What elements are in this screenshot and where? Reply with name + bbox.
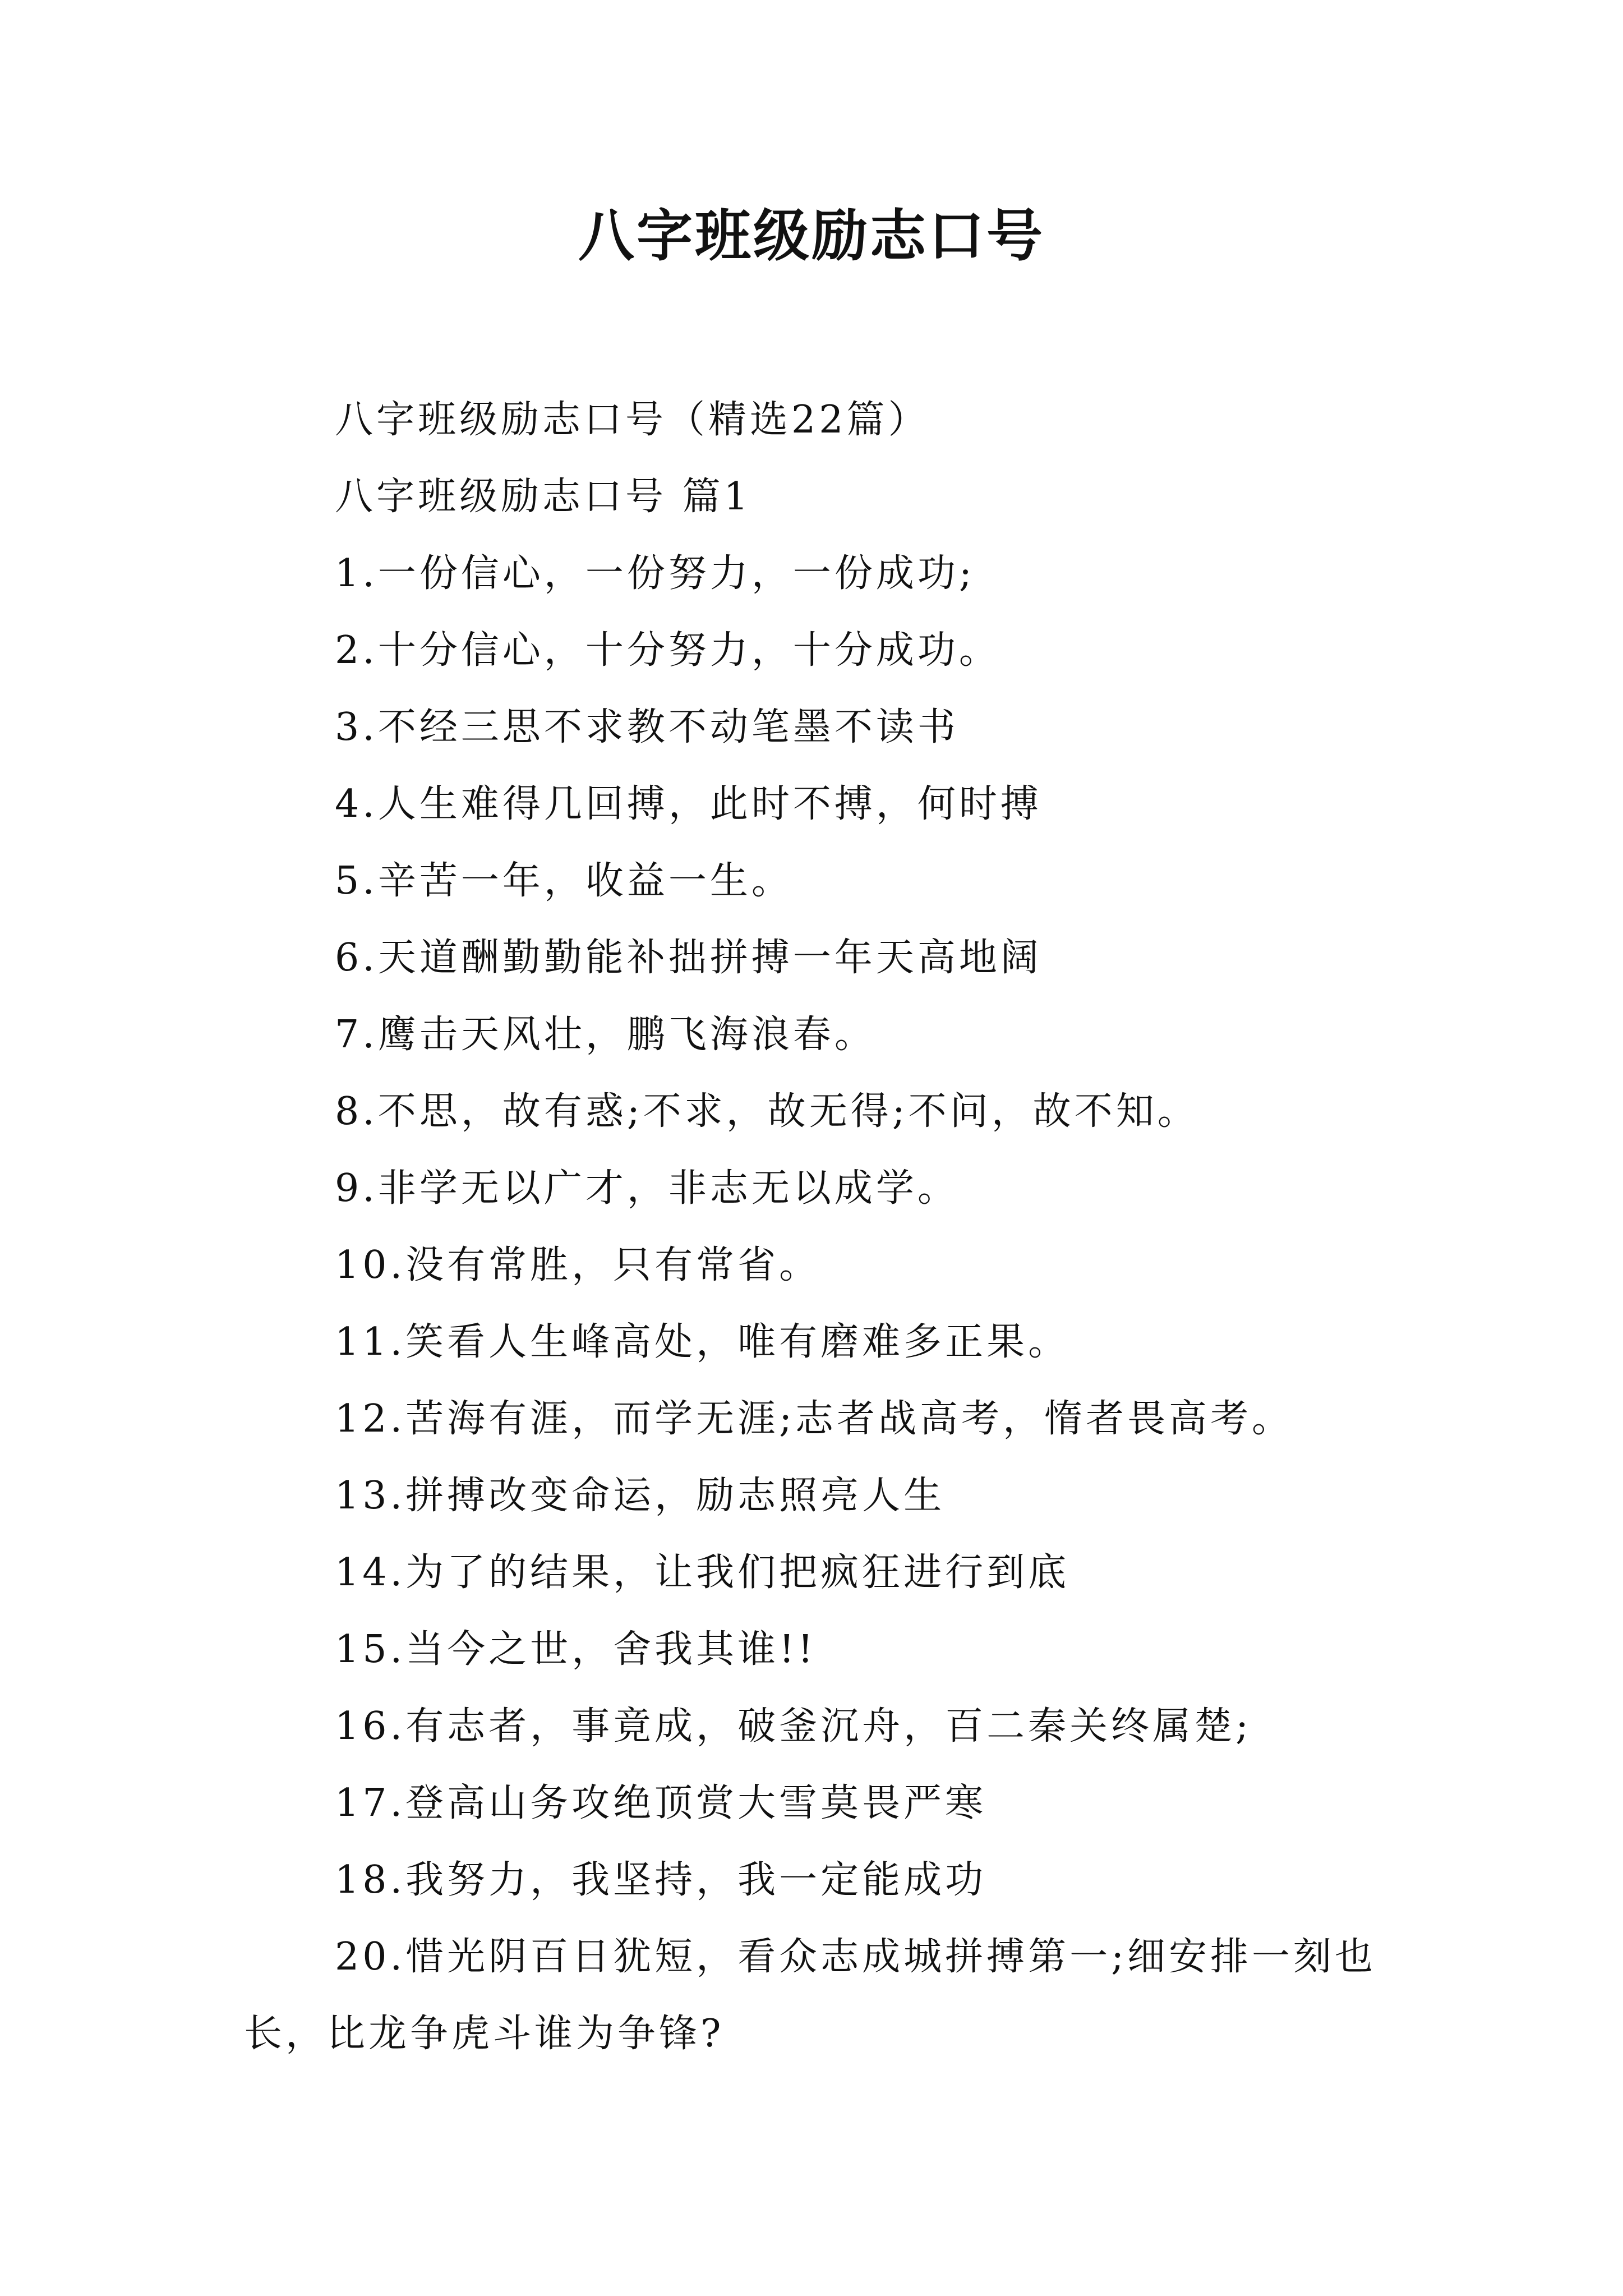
paragraph: 18.我努力，我坚持，我一定能成功 [335,1858,987,1902]
page-title: 八字班级励志口号 [578,203,1045,269]
paragraph: 6.天道酬勤勤能补拙拼搏一年天高地阔 [335,936,1042,980]
paragraph: 1.一份信心，一份努力，一份成功; [335,551,975,596]
paragraph: 14.为了的结果，让我们把疯狂进行到底 [335,1550,1070,1595]
paragraph: 八字班级励志口号（精选22篇） [335,398,930,442]
paragraph: 7.鹰击天风壮，鹏飞海浪春。 [335,1013,876,1057]
paragraph: 17.登高山务攻绝顶赏大雪莫畏严寒 [335,1781,987,1825]
paragraph: 4.人生难得几回搏，此时不搏，何时搏 [335,782,1042,826]
paragraph: 11.笑看人生峰高处，唯有磨难多正果。 [335,1320,1070,1364]
paragraph: 2.十分信心，十分努力，十分成功。 [335,628,1000,673]
paragraph: 15.当今之世，舍我其谁!! [335,1627,817,1672]
paragraph: 3.不经三思不求教不动笔墨不读书 [335,705,959,749]
paragraph: 20.惜光阴百日犹短，看众志成城拼搏第一;细安排一刻也长，比龙争虎斗谁为争锋? [244,1935,1377,2056]
paragraph: 16.有志者，事竟成，破釜沉舟，百二秦关终属楚; [335,1704,1252,1749]
paragraph: 8.不思，故有惑;不求，故无得;不问，故不知。 [335,1089,1199,1134]
paragraph: 八字班级励志口号 篇1 [335,475,751,519]
paragraph: 12.苦海有涯，而学无涯;志者战高考，惰者畏高考。 [335,1397,1294,1441]
paragraph: 5.辛苦一年，收益一生。 [335,859,793,903]
paragraph: 9.非学无以广才，非志无以成学。 [335,1166,959,1211]
paragraph: 13.拼搏改变命运，励志照亮人生 [335,1474,946,1518]
paragraph: 10.没有常胜，只有常省。 [335,1243,821,1287]
document-body [244,381,1388,2072]
